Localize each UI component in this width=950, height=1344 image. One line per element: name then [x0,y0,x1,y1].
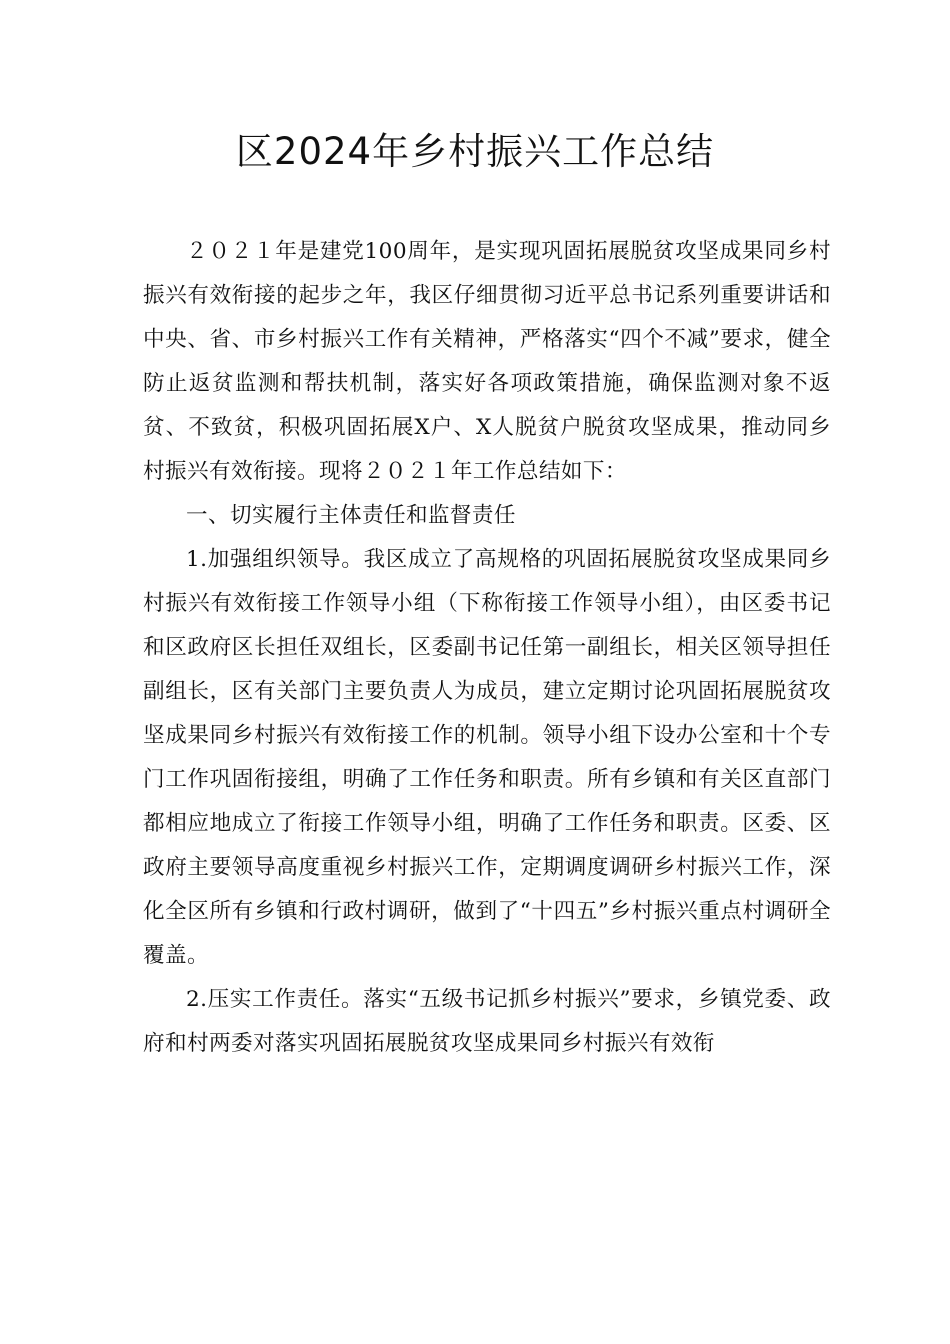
document-title: 区2024年乡村振兴工作总结 [235,130,715,173]
paragraph-intro: ２０２１年是建党100周年，是实现巩固拓展脱贫攻坚成果同乡村振兴有效衔接的起步之年，我区仔细贯彻习近平总书记系列重要讲话和中央、省、市乡村振兴工作有关精神，严格落实“四个不减”要求，健全防止返贫监测和帮扶机制，落实好各项政策措施，确保监测对象不返贫、不致贫，积极巩固拓展X户、X人脱贫户脱贫攻坚成果，推动同乡村振兴有效衔接。现将２０２１年工作总结如下： [143,239,831,484]
paragraph-item-1: 1.加强组织领导。我区成立了高规格的巩固拓展脱贫攻坚成果同乡村振兴有效衔接工作领导小组（下称衔接工作领导小组），由区委书记和区政府区长担任双组长，区委副书记任第一副组长，相关区领导担任副组长，区有关部门主要负责人为成员，建立定期讨论巩固拓展脱贫攻坚成果同乡村振兴有效衔接工作的机制。领导小组下设办公室和十个专门工作巩固衔接组，明确了工作任务和职责。所有乡镇和有关区直部门都相应地成立了衔接工作领导小组，明确了工作任务和职责。区委、区政府主要领导高度重视乡村振兴工作，定期调度调研乡村振兴工作，深化全区所有乡镇和行政村调研，做到了“十四五”乡村振兴重点村调研全覆盖。 [143,547,831,968]
section-heading: 一、切实履行主体责任和监督责任 [186,503,516,528]
paragraph-item-2: 2.压实工作责任。落实“五级书记抓乡村振兴”要求，乡镇党委、政府和村两委对落实巩固拓展脱贫攻坚成果同乡村振兴有效衔 [143,987,831,1056]
document-body [143,230,831,1066]
